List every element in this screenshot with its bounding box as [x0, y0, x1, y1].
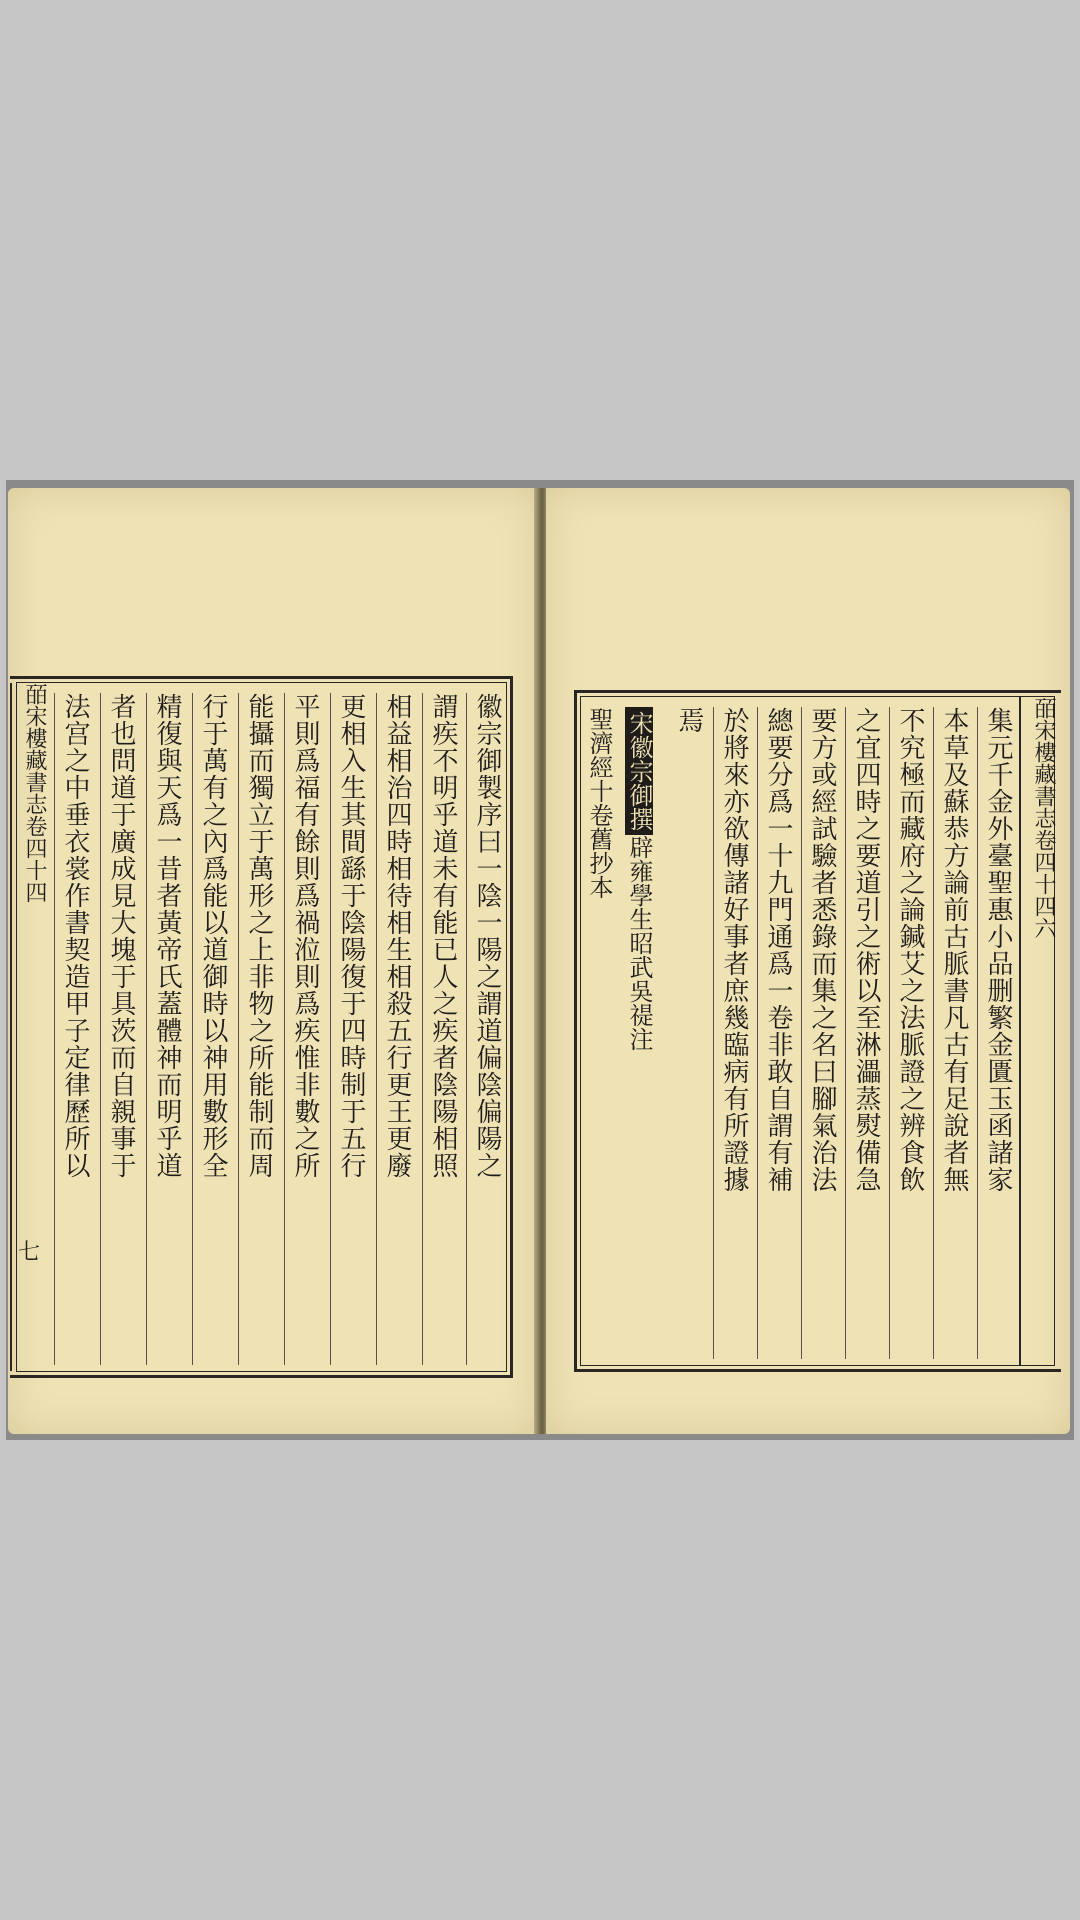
- text-column: 不究極而藏府之論鍼艾之法脈證之辨食飲: [889, 707, 930, 1359]
- left-page: [8, 488, 538, 1434]
- fold-volume: 卷四十四: [22, 815, 47, 903]
- text-column: 本草及蘇恭方論前古脈書凡古有足說者無: [933, 707, 974, 1359]
- entry-title: 聖濟經十卷舊抄本: [585, 707, 613, 899]
- text-column: 相益相治四時相待相生相殺五行更王更廢: [376, 693, 417, 1365]
- text-column: 焉: [674, 707, 704, 734]
- text-column: 者也問道于廣成見大塊于具茨而自親事于: [100, 693, 141, 1365]
- text-column: 之宜四時之要道引之術以至淋㵽蒸熨備急: [845, 707, 886, 1359]
- book-scan: [6, 480, 1074, 1440]
- left-page-number: 七: [18, 1240, 41, 1265]
- text-column: 能攝而獨立于萬形之上非物之所能制而周: [238, 693, 279, 1365]
- right-text-frame: [574, 690, 1061, 1372]
- text-column: 更相入生其間繇于陰陽復于四時制于五行: [330, 693, 371, 1365]
- entry-tag: 宋徽宗御撰: [625, 707, 653, 835]
- fold-volume: 卷四十四: [1031, 829, 1056, 917]
- text-column: 於將來亦欲傳諸好事者庶幾臨病有所證據: [713, 707, 754, 1359]
- fold-title: 皕宋樓藏書志: [22, 683, 47, 815]
- right-fold-margin: [1019, 697, 1059, 1365]
- text-column: 總要分爲一十九門通爲一卷非敢自謂有補: [757, 707, 798, 1359]
- text-column: 平則爲福有餘則爲禍涖則爲疾惟非數之所: [284, 693, 325, 1365]
- right-page: [546, 488, 1070, 1434]
- text-column: 法宫之中垂衣裳作書契造甲子定律歷所以: [54, 693, 95, 1365]
- text-column: 徽宗御製序曰一陰一陽之謂道偏陰偏陽之: [466, 693, 507, 1365]
- fold-page-number: 六: [1031, 917, 1056, 939]
- left-text-frame: [10, 676, 513, 1378]
- text-column: 要方或經試驗者悉錄而集之名曰腳氣治法: [801, 707, 842, 1359]
- text-column: 集元千金外臺聖惠小品删繁金匱玉函諸家: [977, 707, 1018, 1359]
- text-column: 精復與天爲一昔者黃帝氏蓋體神而明乎道: [146, 693, 187, 1365]
- fold-title: 皕宋樓藏書志: [1031, 697, 1056, 829]
- entry-heading: [581, 707, 617, 1359]
- entry-attribution: [621, 707, 657, 1359]
- left-fold-margin: [10, 683, 50, 1371]
- entry-note: 辟雍學生昭武吳禔注: [625, 835, 653, 1051]
- text-column: 謂疾不明乎道未有能已人之疾者陰陽相照: [422, 693, 463, 1365]
- text-column: 行于萬有之內爲能以道御時以神用數形全: [192, 693, 233, 1365]
